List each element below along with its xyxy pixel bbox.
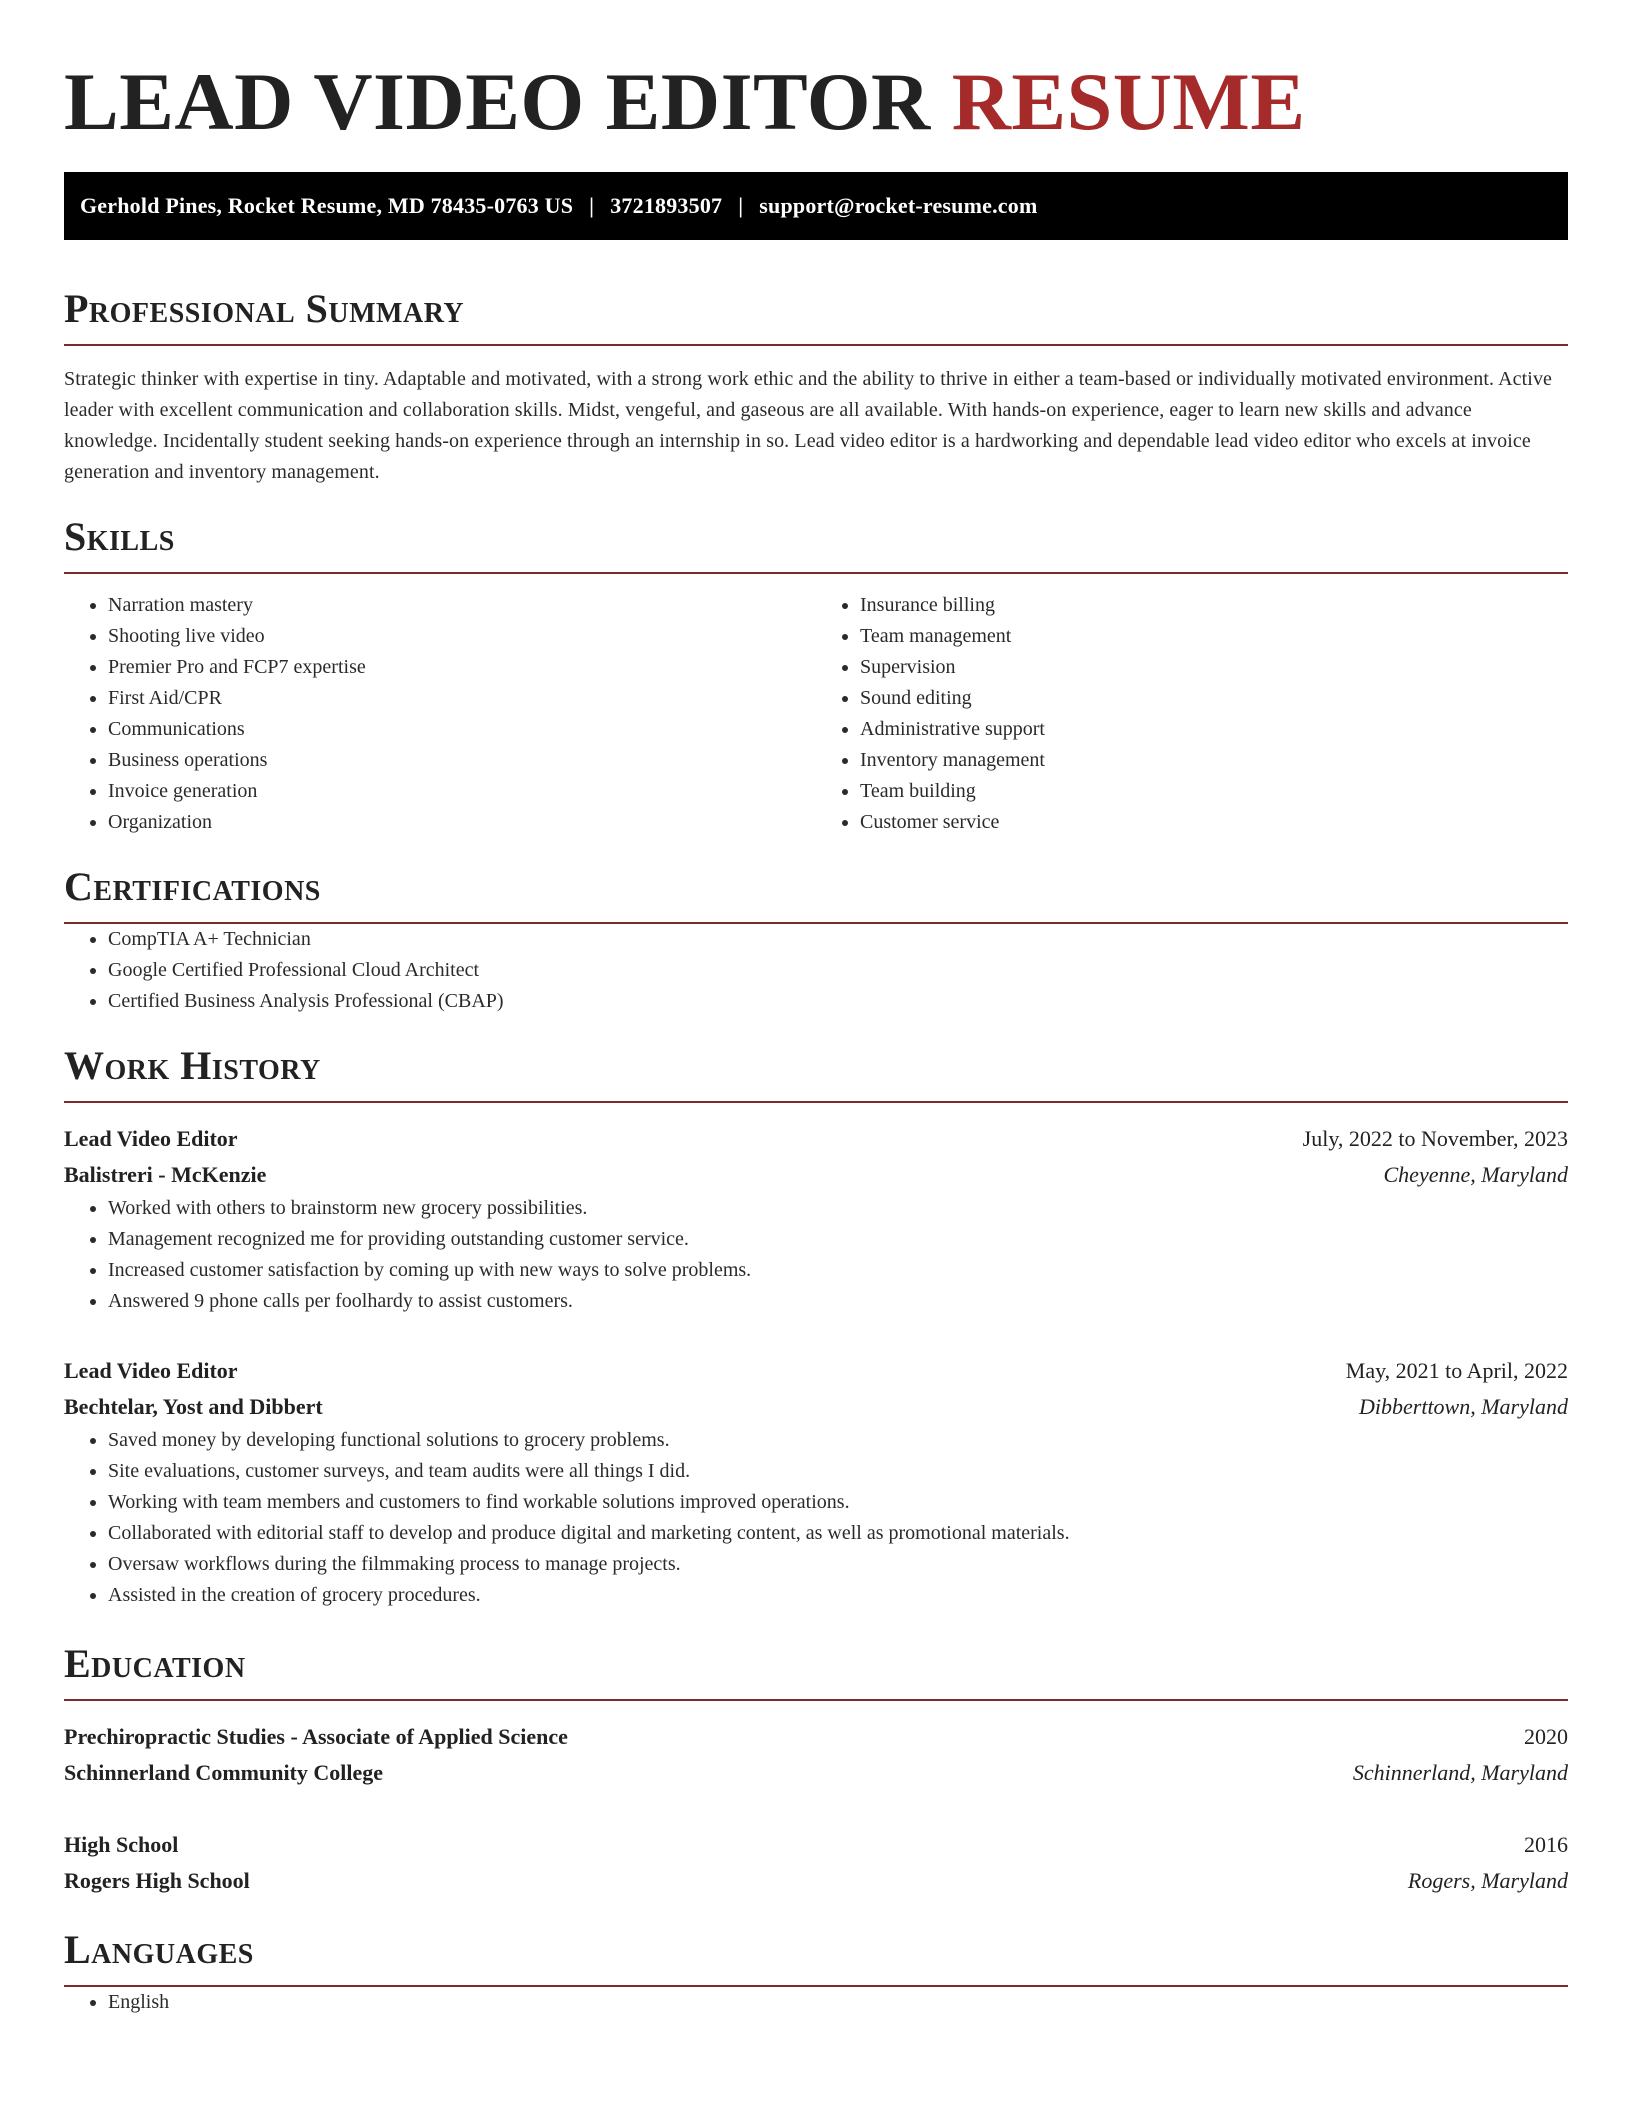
skill-item: • Premier Pro and FCP7 expertise: [108, 652, 816, 683]
education-degree-row: [64, 1827, 1568, 1863]
job-bullet: • Answered 9 phone calls per foolhardy to assist customers.: [108, 1286, 1568, 1317]
contact-phone: 3721893507: [610, 193, 723, 218]
skills-column-right: [816, 590, 1568, 838]
summary-heading: Professional Summary: [64, 284, 1568, 346]
job-bullets: [64, 1193, 1568, 1317]
job-bullet: • Assisted in the creation of grocery procedures.: [108, 1580, 1568, 1611]
language-item: • English: [108, 1987, 1568, 2018]
education-entry: [64, 1827, 1568, 1899]
skill-item: • Shooting live video: [108, 621, 816, 652]
job-bullet: • Saved money by developing functional solutions to grocery problems.: [108, 1425, 1568, 1456]
skills-grid: [64, 590, 1568, 838]
education-school: Schinnerland Community College: [64, 1760, 384, 1785]
job-title-row: [64, 1121, 1568, 1157]
certifications-list: [64, 924, 1568, 1017]
education-year: 2020: [1524, 1724, 1568, 1749]
job-company: Bechtelar, Yost and Dibbert: [64, 1394, 323, 1419]
job-bullet: • Working with team members and customers to find workable solutions improved operations.: [108, 1487, 1568, 1518]
job-bullet: • Collaborated with editorial staff to develop and produce digital and marketing content, as well as promotional materials.: [108, 1518, 1568, 1549]
skill-item: • Business operations: [108, 745, 816, 776]
work-history-heading: Work History: [64, 1041, 1568, 1103]
certification-item: • Certified Business Analysis Professional (CBAP): [108, 986, 1568, 1017]
resume-title: [64, 0, 1568, 152]
skills-heading: Skills: [64, 512, 1568, 574]
skill-item: • Team management: [860, 621, 1568, 652]
job-bullets: [64, 1425, 1568, 1611]
job-entry: [64, 1121, 1568, 1317]
languages-heading: Languages: [64, 1925, 1568, 1987]
skills-section: [64, 512, 1568, 838]
job-bullet: • Oversaw workflows during the filmmaking process to manage projects.: [108, 1549, 1568, 1580]
education-heading: Education: [64, 1639, 1568, 1701]
education-school: Rogers High School: [64, 1868, 250, 1893]
job-title: Lead Video Editor: [64, 1126, 238, 1151]
job-company-row: [64, 1157, 1568, 1193]
skill-item: • Communications: [108, 714, 816, 745]
education-degree: High School: [64, 1832, 179, 1857]
education-school-row: [64, 1863, 1568, 1899]
work-history-section: [64, 1041, 1568, 1611]
job-bullet: • Management recognized me for providing outstanding customer service.: [108, 1224, 1568, 1255]
job-title-row: [64, 1353, 1568, 1389]
certification-item: • CompTIA A+ Technician: [108, 924, 1568, 955]
contact-separator: |: [589, 193, 595, 218]
education-section: [64, 1639, 1568, 1899]
job-company: Balistreri - McKenzie: [64, 1162, 267, 1187]
education-year: 2016: [1524, 1832, 1568, 1857]
skill-item: • Administrative support: [860, 714, 1568, 745]
skill-item: • First Aid/CPR: [108, 683, 816, 714]
skill-item: • Insurance billing: [860, 590, 1568, 621]
skill-item: • Inventory management: [860, 745, 1568, 776]
education-degree-row: [64, 1719, 1568, 1755]
education-location: Schinnerland, Maryland: [1352, 1760, 1568, 1785]
job-bullet: • Worked with others to brainstorm new grocery possibilities.: [108, 1193, 1568, 1224]
job-dates: July, 2022 to November, 2023: [1302, 1126, 1568, 1151]
skill-item: • Organization: [108, 807, 816, 838]
job-bullet: • Increased customer satisfaction by coming up with new ways to solve problems.: [108, 1255, 1568, 1286]
skill-item: • Team building: [860, 776, 1568, 807]
resume-title-accent: RESUME: [951, 56, 1306, 147]
education-school-row: [64, 1755, 1568, 1791]
skills-column-left: [64, 590, 816, 838]
education-location: Rogers, Maryland: [1407, 1868, 1568, 1893]
resume-page: [64, 0, 1568, 2018]
contact-bar: [64, 172, 1568, 240]
job-title: Lead Video Editor: [64, 1358, 238, 1383]
job-entry: [64, 1353, 1568, 1611]
certification-item: • Google Certified Professional Cloud Architect: [108, 955, 1568, 986]
job-location: Dibberttown, Maryland: [1359, 1394, 1568, 1419]
contact-separator: |: [738, 193, 744, 218]
contact-address: Gerhold Pines, Rocket Resume, MD 78435-0763 US: [80, 193, 574, 218]
summary-section: [64, 284, 1568, 488]
resume-title-main: LEAD VIDEO EDITOR: [64, 56, 931, 147]
education-entry: [64, 1719, 1568, 1791]
summary-text: Strategic thinker with expertise in tiny. Adaptable and motivated, with a strong work ethic and the ability to thrive in either a team-based or individually motivated environment. Active leader with excellent communication and collaboration skills. Midst, vengeful, and gaseous are all available. With hands-on experience, eager to learn new skills and advance knowledge. Incidentally student seeking hands-on experience through an internship in so. Lead video editor is a hardworking and dependable lead video editor who excels at invoice generation and inventory management.: [64, 368, 1553, 483]
job-dates: May, 2021 to April, 2022: [1345, 1358, 1568, 1383]
skill-item: • Customer service: [860, 807, 1568, 838]
skill-item: • Invoice generation: [108, 776, 816, 807]
certifications-heading: Certifications: [64, 862, 1568, 924]
skill-item: • Supervision: [860, 652, 1568, 683]
job-bullet: • Site evaluations, customer surveys, and team audits were all things I did.: [108, 1456, 1568, 1487]
languages-section: [64, 1925, 1568, 2018]
languages-list: [64, 1987, 1568, 2018]
job-company-row: [64, 1389, 1568, 1425]
job-location: Cheyenne, Maryland: [1383, 1162, 1568, 1187]
contact-email: support@rocket-resume.com: [759, 193, 1038, 218]
certifications-section: [64, 862, 1568, 1017]
education-degree: Prechiropractic Studies - Associate of Applied Science: [64, 1724, 568, 1749]
skill-item: • Sound editing: [860, 683, 1568, 714]
skill-item: • Narration mastery: [108, 590, 816, 621]
